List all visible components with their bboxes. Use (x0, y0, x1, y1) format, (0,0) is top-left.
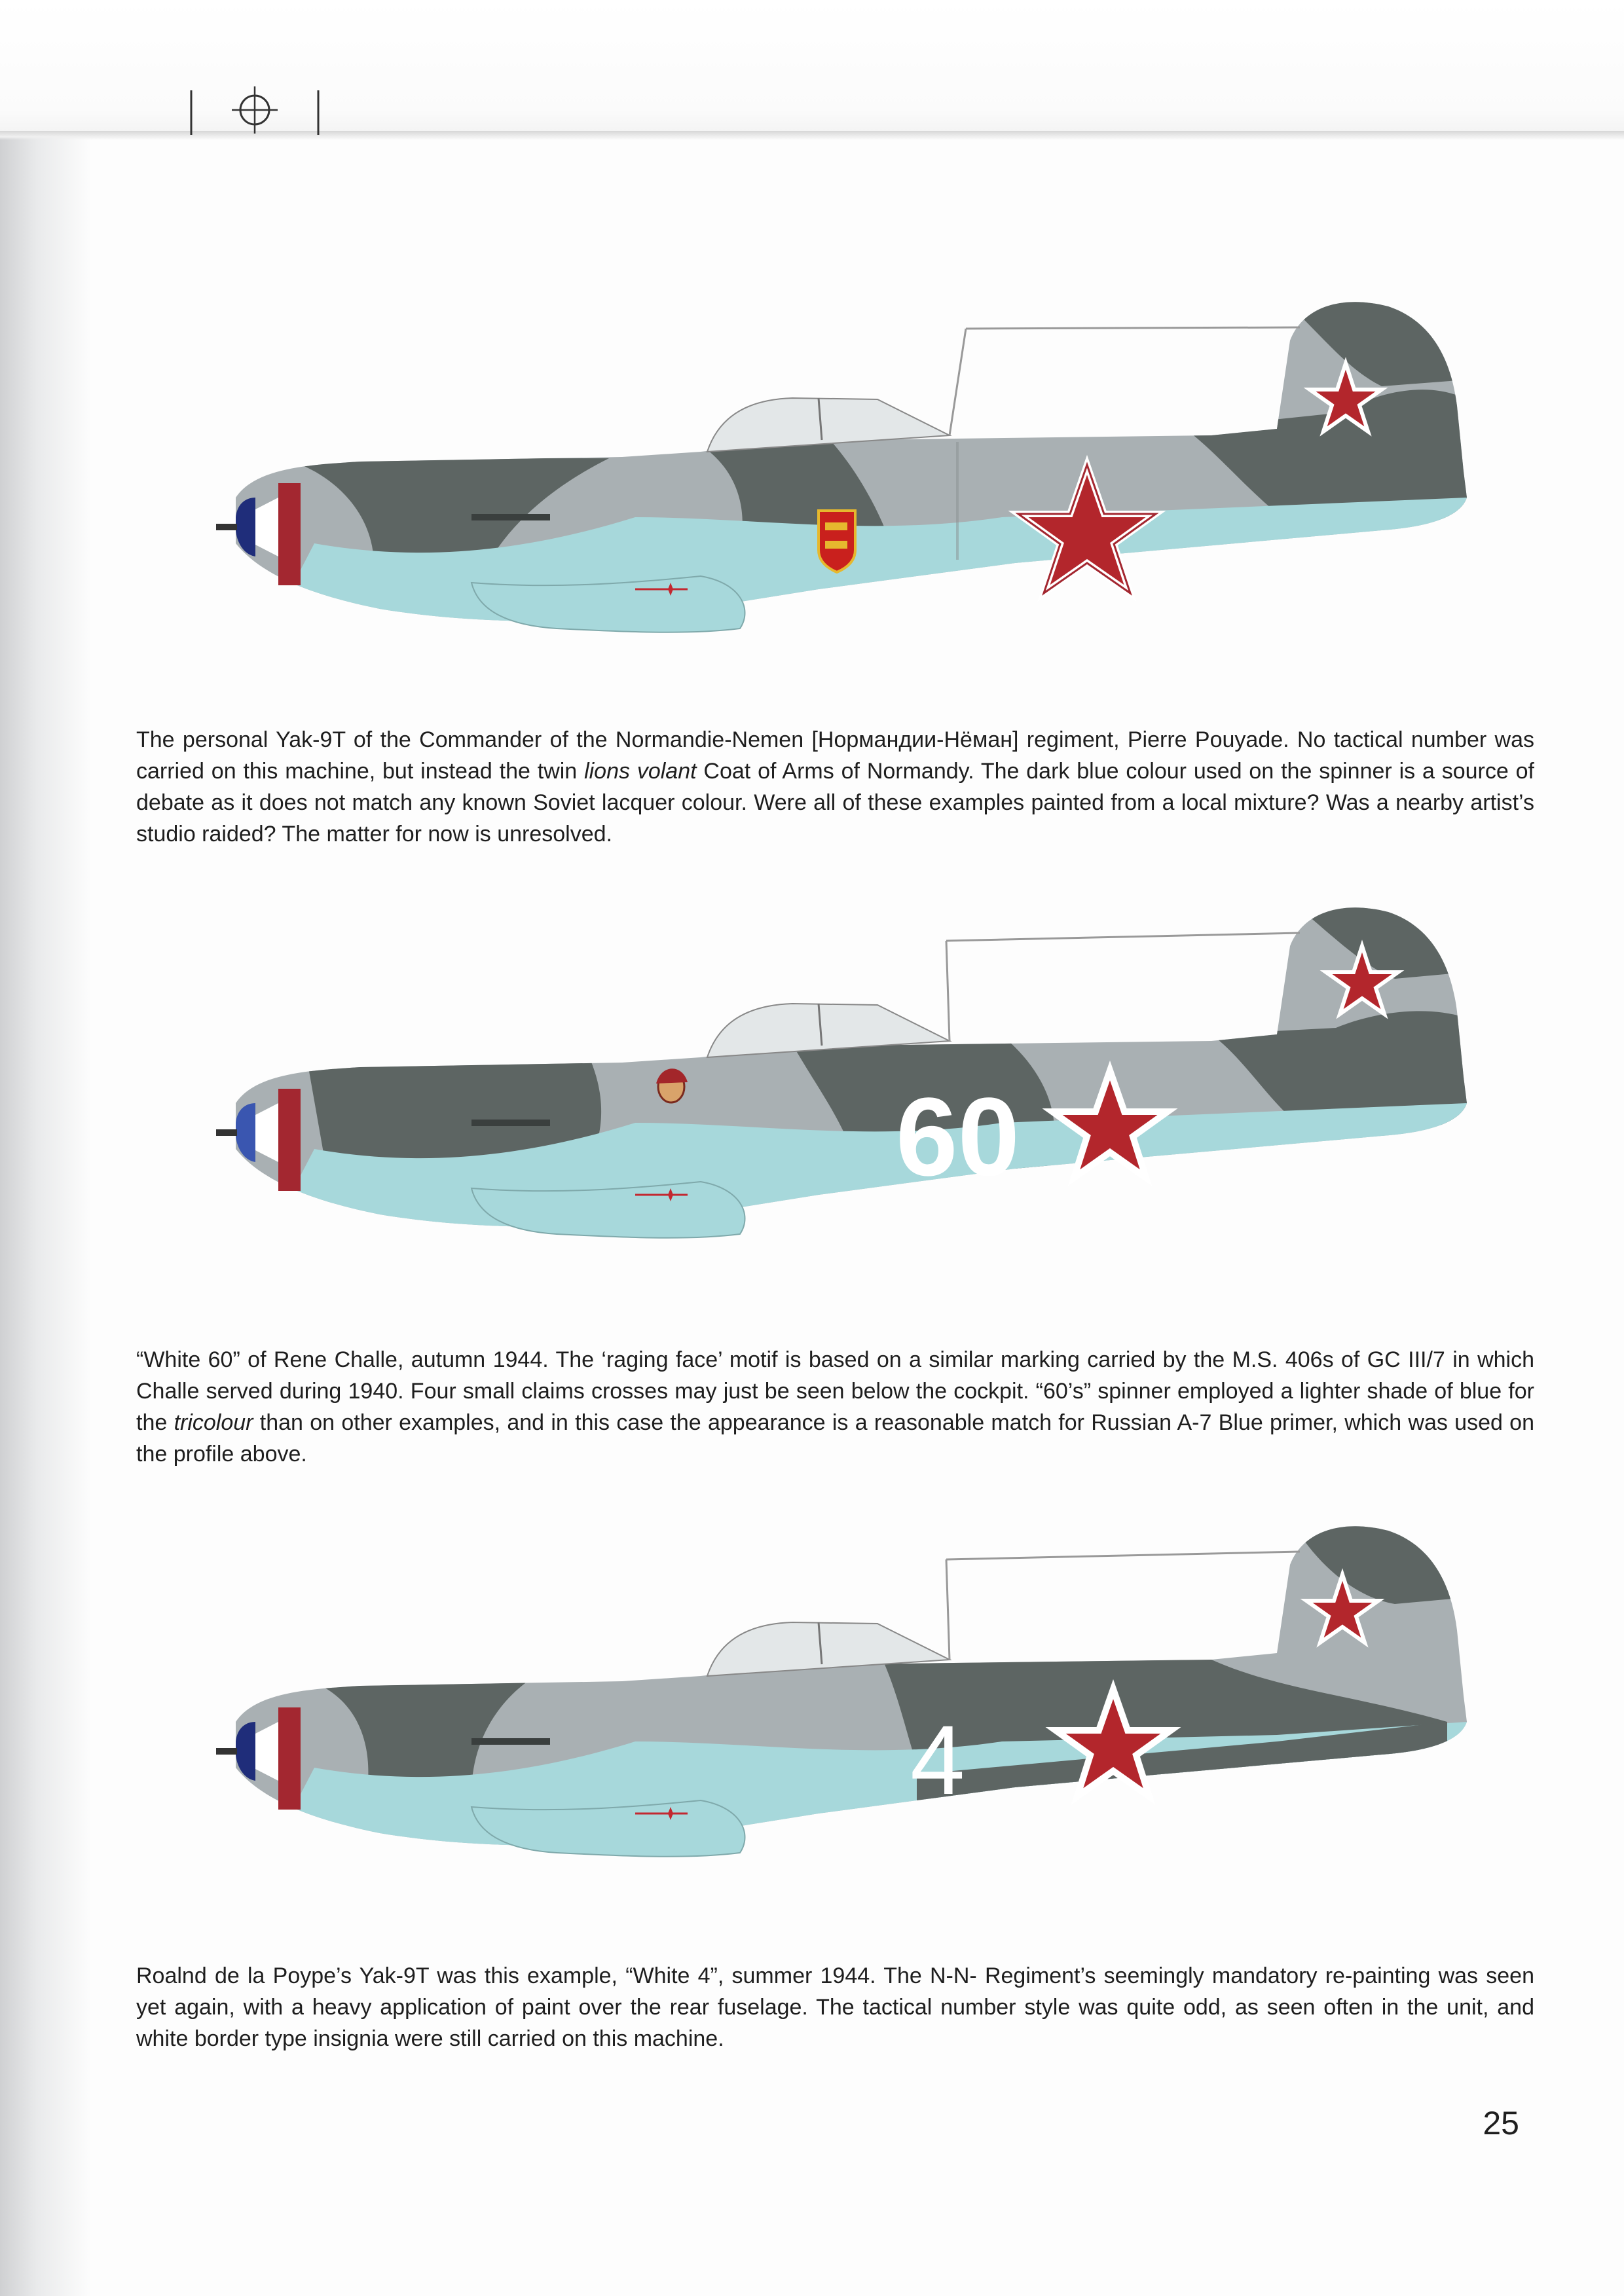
aircraft-profile-pouyade (164, 301, 1513, 707)
caption-2-part-1: “White 60” of Rene Challe, autumn 1944. The ‘raging face’ motif is based on a similar marking carried by the M.S. 406s of GC III/7 in which Challe served during 1940. Four small claims crosses may just be seen below the cockpit. “60’s” spinner employed a lighter shade of blue for the (136, 1347, 1534, 1435)
registration-mark-icon (187, 84, 322, 136)
airframe-3 (216, 1525, 1467, 1931)
normandy-coat-of-arms-emblem (819, 511, 855, 572)
caption-1-part-1: The personal Yak-9T of the Commander of the Normandie-Nemen [Нормандии-Нёман] regiment, Pierre Pouyade. No tactical number was carried on this machine, but instead the twin (136, 727, 1534, 784)
caption-2-italic: tricolour (174, 1410, 253, 1435)
tactical-number-60: 60 (896, 1075, 1020, 1199)
airframe-2 (216, 907, 1467, 1313)
caption-pouyade (136, 724, 1534, 850)
airframe-1 (216, 301, 1467, 707)
page-gutter-shadow (0, 0, 92, 2296)
aircraft-profile-white-60 (164, 907, 1513, 1313)
caption-1-part-3: Coat of Arms of Normandy. The dark blue colour used on the spinner is a source of debate as it does not match any known Soviet lacquer colour. Were all of these examples painted from a local mixture? Was a nearby artist’s studio raided? The matter for now is unresolved. (136, 759, 1534, 847)
page-number: 25 (1483, 2105, 1519, 2141)
caption-2-part-3: than on other examples, and in this case the appearance is a reasonable match for Russian A-7 Blue primer, which was used on the profile above. (136, 1410, 1534, 1467)
caption-1-italic: lions volant (584, 759, 697, 784)
caption-3-text: Roalnd de la Poype’s Yak-9T was this example, “White 4”, summer 1944. The N-N- Regiment’s seemingly mandatory re-painting was seen yet again, with a heavy application of paint over the rear fuselage. The tactical number style was quite odd, as seen often in the unit, and white border type insignia were still carried on this machine. (136, 1963, 1534, 2051)
aircraft-profile-white-4 (164, 1525, 1513, 1931)
caption-white-60 (136, 1344, 1534, 1470)
tactical-number-4: 4 (910, 1705, 965, 1815)
caption-white-4 (136, 1960, 1534, 2054)
